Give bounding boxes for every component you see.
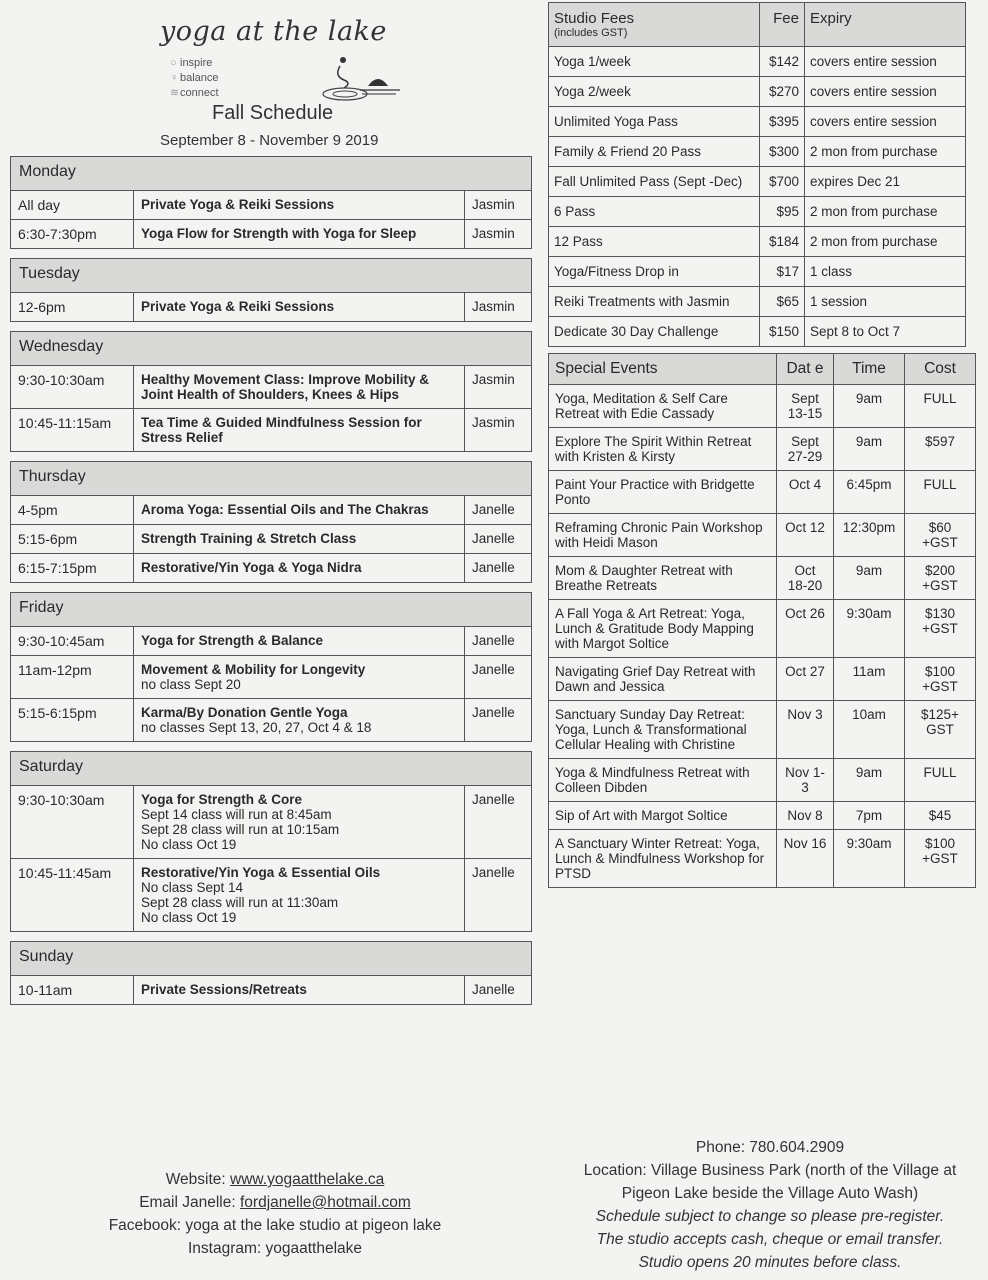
day-heading: Saturday xyxy=(11,752,532,786)
class-row xyxy=(11,786,532,859)
payment-note: The studio accepts cash, cheque or email transfer. xyxy=(596,1231,944,1248)
event-date: Nov 8 xyxy=(777,802,834,830)
class-cell xyxy=(134,976,465,1005)
day-table-monday xyxy=(10,156,532,249)
fee-name: Yoga 2/week xyxy=(549,77,760,107)
event-name: A Sanctuary Winter Retreat: Yoga, Lunch & Mindfulness Workshop for PTSD xyxy=(549,830,777,888)
website-link[interactable]: www.yogaatthelake.ca xyxy=(230,1171,385,1188)
class-row xyxy=(11,859,532,932)
class-cell xyxy=(134,699,465,742)
fee-amount: $17 xyxy=(760,257,805,287)
event-name: Yoga, Meditation & Self Care Retreat with Edie Cassady xyxy=(549,385,777,428)
class-row xyxy=(11,656,532,699)
event-row xyxy=(549,600,976,658)
class-cell xyxy=(134,786,465,859)
fees-subtitle: (includes GST) xyxy=(554,27,628,39)
class-row xyxy=(11,191,532,220)
fee-row xyxy=(549,227,966,257)
fee-amount: $95 xyxy=(760,197,805,227)
event-row xyxy=(549,830,976,888)
event-row xyxy=(549,658,976,701)
events-cost-header: Cost xyxy=(905,354,976,385)
class-time: 12-6pm xyxy=(11,293,134,322)
instagram-text: Instagram: yogaatthelake xyxy=(187,1240,363,1257)
studio-fees-table xyxy=(548,2,966,347)
event-cost: $130 +GST xyxy=(905,600,976,658)
class-row xyxy=(11,366,532,409)
fee-expiry: 1 session xyxy=(805,287,966,317)
class-name: Private Yoga & Reiki Sessions xyxy=(141,299,335,314)
class-time: 5:15-6:15pm xyxy=(11,699,134,742)
fee-row xyxy=(549,47,966,77)
day-table-wednesday xyxy=(10,331,532,452)
class-instructor: Janelle xyxy=(465,627,532,656)
fee-header: Fee xyxy=(760,3,805,47)
fee-name: Dedicate 30 Day Challenge xyxy=(549,317,760,347)
class-time: 4-5pm xyxy=(11,496,134,525)
events-date-header: Dat e xyxy=(777,354,834,385)
events-title: Special Events xyxy=(549,354,777,385)
event-time: 7pm xyxy=(834,802,905,830)
day-table-thursday xyxy=(10,461,532,583)
fee-amount: $700 xyxy=(760,167,805,197)
fee-name: 12 Pass xyxy=(549,227,760,257)
class-instructor: Janelle xyxy=(465,976,532,1005)
class-name: Movement & Mobility for Longevity xyxy=(141,662,366,677)
class-cell xyxy=(134,859,465,932)
event-date: Sept 27-29 xyxy=(777,428,834,471)
event-row xyxy=(549,759,976,802)
class-instructor: Janelle xyxy=(465,859,532,932)
class-time: 10-11am xyxy=(11,976,134,1005)
class-row xyxy=(11,699,532,742)
class-instructor: Janelle xyxy=(465,496,532,525)
event-time: 11am xyxy=(834,658,905,701)
event-time: 9am xyxy=(834,557,905,600)
weekly-schedule xyxy=(10,156,532,1014)
fee-row xyxy=(549,317,966,347)
fee-name: 6 Pass xyxy=(549,197,760,227)
class-time: 5:15-6pm xyxy=(11,525,134,554)
class-instructor: Jasmin xyxy=(465,220,532,249)
class-time: 10:45-11:45am xyxy=(11,859,134,932)
event-cost: FULL xyxy=(905,471,976,514)
class-cell xyxy=(134,554,465,583)
event-date: Oct 27 xyxy=(777,658,834,701)
event-time: 9:30am xyxy=(834,830,905,888)
class-name: Yoga for Strength & Core xyxy=(141,792,303,807)
event-name: Navigating Grief Day Retreat with Dawn and Jessica xyxy=(549,658,777,701)
fee-amount: $184 xyxy=(760,227,805,257)
event-row xyxy=(549,557,976,600)
fees-title-cell xyxy=(549,3,760,47)
class-row xyxy=(11,293,532,322)
event-date: Oct 26 xyxy=(777,600,834,658)
event-name: Sip of Art with Margot Soltice xyxy=(549,802,777,830)
event-date: Oct 18-20 xyxy=(777,557,834,600)
class-time: 9:30-10:30am xyxy=(11,786,134,859)
fee-row xyxy=(549,257,966,287)
fee-expiry: 1 class xyxy=(805,257,966,287)
event-name: Paint Your Practice with Bridgette Ponto xyxy=(549,471,777,514)
day-heading: Friday xyxy=(11,593,532,627)
class-cell xyxy=(134,366,465,409)
tagline-inspire: inspire xyxy=(180,57,213,69)
event-date: Sept 13-15 xyxy=(777,385,834,428)
phone-text: Phone: 780.604.2909 xyxy=(695,1139,845,1156)
class-time: 9:30-10:30am xyxy=(11,366,134,409)
event-row xyxy=(549,802,976,830)
fee-expiry: covers entire session xyxy=(805,107,966,137)
event-cost: $100 +GST xyxy=(905,830,976,888)
class-cell xyxy=(134,409,465,452)
class-row xyxy=(11,220,532,249)
event-cost: $125+ GST xyxy=(905,701,976,759)
event-cost: $200 +GST xyxy=(905,557,976,600)
class-name: Yoga for Strength & Balance xyxy=(141,633,324,648)
class-row xyxy=(11,525,532,554)
class-time: 6:15-7:15pm xyxy=(11,554,134,583)
class-note: Sept 14 class will run at 8:45am Sept 28 class will run at 10:15am No class Oct 19 xyxy=(141,807,340,852)
fee-amount: $65 xyxy=(760,287,805,317)
class-time: 11am-12pm xyxy=(11,656,134,699)
class-instructor: Jasmin xyxy=(465,366,532,409)
event-name: Reframing Chronic Pain Workshop with Heidi Mason xyxy=(549,514,777,557)
fee-row xyxy=(549,77,966,107)
event-date: Nov 3 xyxy=(777,701,834,759)
contact-info-right xyxy=(560,1136,980,1274)
event-cost: FULL xyxy=(905,385,976,428)
fee-row xyxy=(549,287,966,317)
class-cell xyxy=(134,220,465,249)
class-name: Karma/By Donation Gentle Yoga xyxy=(141,705,348,720)
class-row xyxy=(11,627,532,656)
expiry-header: Expiry xyxy=(805,3,966,47)
email-label: Email Janelle: xyxy=(139,1194,236,1211)
event-name: A Fall Yoga & Art Retreat: Yoga, Lunch & Gratitude Body Mapping with Margot Soltice xyxy=(549,600,777,658)
event-cost: FULL xyxy=(905,759,976,802)
fee-name: Family & Friend 20 Pass xyxy=(549,137,760,167)
fee-name: Unlimited Yoga Pass xyxy=(549,107,760,137)
class-name: Private Sessions/Retreats xyxy=(141,982,307,997)
event-time: 6:45pm xyxy=(834,471,905,514)
special-events-table xyxy=(548,353,976,888)
class-name: Restorative/Yin Yoga & Essential Oils xyxy=(141,865,381,880)
fee-amount: $142 xyxy=(760,47,805,77)
event-row xyxy=(549,428,976,471)
event-cost: $45 xyxy=(905,802,976,830)
class-cell xyxy=(134,293,465,322)
class-row xyxy=(11,554,532,583)
class-instructor: Jasmin xyxy=(465,191,532,220)
location-text: Location: Village Business Park (north of the Village at Pigeon Lake beside the Village Auto Wash) xyxy=(583,1162,957,1202)
class-cell xyxy=(134,496,465,525)
event-name: Mom & Daughter Retreat with Breathe Retreats xyxy=(549,557,777,600)
email-link[interactable]: fordjanelle@hotmail.com xyxy=(240,1194,411,1211)
class-instructor: Janelle xyxy=(465,656,532,699)
class-note: no class Sept 20 xyxy=(141,677,241,692)
studio-open-note: Studio opens 20 minutes before class. xyxy=(638,1254,902,1271)
class-note: no classes Sept 13, 20, 27, Oct 4 & 18 xyxy=(141,720,372,735)
class-name: Tea Time & Guided Mindfulness Session for Stress Relief xyxy=(141,415,422,445)
schedule-title: Fall Schedule xyxy=(212,102,334,124)
fee-amount: $395 xyxy=(760,107,805,137)
fee-name: Fall Unlimited Pass (Sept -Dec) xyxy=(549,167,760,197)
event-row xyxy=(549,471,976,514)
fee-expiry: Sept 8 to Oct 7 xyxy=(805,317,966,347)
day-heading: Sunday xyxy=(11,942,532,976)
fee-row xyxy=(549,137,966,167)
class-instructor: Janelle xyxy=(465,554,532,583)
class-cell xyxy=(134,191,465,220)
day-table-friday xyxy=(10,592,532,742)
event-name: Explore The Spirit Within Retreat with Kristen & Kirsty xyxy=(549,428,777,471)
fee-name: Yoga 1/week xyxy=(549,47,760,77)
class-name: Restorative/Yin Yoga & Yoga Nidra xyxy=(141,560,362,575)
class-row xyxy=(11,976,532,1005)
event-row xyxy=(549,514,976,557)
preregister-note: Schedule subject to change so please pre-register. xyxy=(595,1208,945,1225)
fee-name: Reiki Treatments with Jasmin xyxy=(549,287,760,317)
class-cell xyxy=(134,627,465,656)
day-heading: Thursday xyxy=(11,462,532,496)
fee-expiry: covers entire session xyxy=(805,77,966,107)
event-time: 9:30am xyxy=(834,600,905,658)
logo-text: yoga at the lake xyxy=(160,16,387,47)
event-time: 9am xyxy=(834,759,905,802)
event-date: Oct 4 xyxy=(777,471,834,514)
day-heading: Tuesday xyxy=(11,259,532,293)
day-heading: Monday xyxy=(11,157,532,191)
fee-expiry: covers entire session xyxy=(805,47,966,77)
event-time: 10am xyxy=(834,701,905,759)
event-row xyxy=(549,701,976,759)
class-time: All day xyxy=(11,191,134,220)
event-date: Nov 16 xyxy=(777,830,834,888)
date-range: September 8 - November 9 2019 xyxy=(160,132,379,149)
class-time: 6:30-7:30pm xyxy=(11,220,134,249)
tagline: ○ inspire ♀ balance ≋connect xyxy=(170,57,219,99)
right-column xyxy=(548,2,978,888)
fee-expiry: 2 mon from purchase xyxy=(805,227,966,257)
day-table-saturday xyxy=(10,751,532,932)
fee-expiry: 2 mon from purchase xyxy=(805,137,966,167)
class-instructor: Jasmin xyxy=(465,293,532,322)
fee-amount: $300 xyxy=(760,137,805,167)
fee-row xyxy=(549,107,966,137)
fee-amount: $270 xyxy=(760,77,805,107)
event-time: 9am xyxy=(834,428,905,471)
event-time: 12:30pm xyxy=(834,514,905,557)
class-row xyxy=(11,409,532,452)
class-time: 9:30-10:45am xyxy=(11,627,134,656)
header xyxy=(20,10,520,158)
class-instructor: Janelle xyxy=(465,525,532,554)
class-instructor: Janelle xyxy=(465,786,532,859)
event-cost: $60 +GST xyxy=(905,514,976,557)
class-instructor: Janelle xyxy=(465,699,532,742)
day-table-sunday xyxy=(10,941,532,1005)
fee-amount: $150 xyxy=(760,317,805,347)
event-cost: $100 +GST xyxy=(905,658,976,701)
fee-row xyxy=(549,167,966,197)
class-time: 10:45-11:15am xyxy=(11,409,134,452)
fee-expiry: 2 mon from purchase xyxy=(805,197,966,227)
event-name: Sanctuary Sunday Day Retreat: Yoga, Lunch & Transformational Cellular Healing with Christine xyxy=(549,701,777,759)
class-name: Strength Training & Stretch Class xyxy=(141,531,357,546)
class-row xyxy=(11,496,532,525)
class-name: Aroma Yoga: Essential Oils and The Chakras xyxy=(141,502,429,517)
class-cell xyxy=(134,525,465,554)
class-name: Private Yoga & Reiki Sessions xyxy=(141,197,335,212)
class-name: Healthy Movement Class: Improve Mobility & Joint Health of Shoulders, Knees & Hips xyxy=(141,372,430,402)
class-name: Yoga Flow for Strength with Yoga for Sleep xyxy=(141,226,417,241)
event-cost: $597 xyxy=(905,428,976,471)
tagline-connect: connect xyxy=(180,87,219,99)
event-row xyxy=(549,385,976,428)
website-label: Website: xyxy=(165,1171,226,1188)
fee-row xyxy=(549,197,966,227)
fee-expiry: expires Dec 21 xyxy=(805,167,966,197)
facebook-text: Facebook: yoga at the lake studio at pigeon lake xyxy=(108,1217,442,1234)
day-heading: Wednesday xyxy=(11,332,532,366)
event-name: Yoga & Mindfulness Retreat with Colleen Dibden xyxy=(549,759,777,802)
tagline-balance: balance xyxy=(180,72,219,84)
class-cell xyxy=(134,656,465,699)
fees-title: Studio Fees xyxy=(554,10,635,27)
fee-name: Yoga/Fitness Drop in xyxy=(549,257,760,287)
event-date: Oct 12 xyxy=(777,514,834,557)
class-instructor: Jasmin xyxy=(465,409,532,452)
day-table-tuesday xyxy=(10,258,532,322)
class-note: No class Sept 14 Sept 28 class will run at 11:30am No class Oct 19 xyxy=(141,880,339,925)
events-time-header: Time xyxy=(834,354,905,385)
event-time: 9am xyxy=(834,385,905,428)
event-date: Nov 1-3 xyxy=(777,759,834,802)
contact-info-left xyxy=(10,1168,540,1260)
